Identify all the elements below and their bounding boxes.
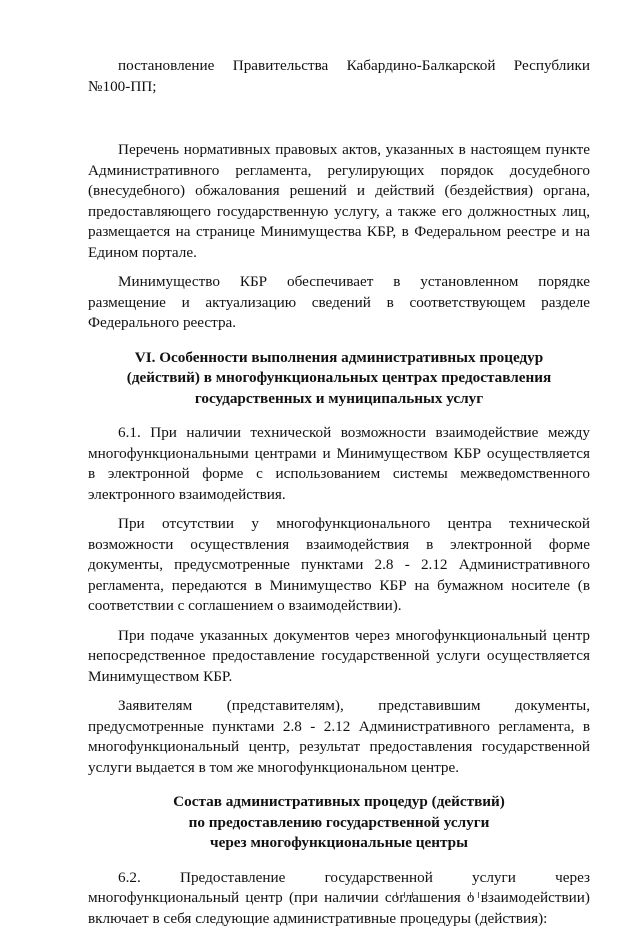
section-composition-heading xyxy=(88,792,590,854)
section-vi-heading-line-1: VI. Особенности выполнения административных процедур xyxy=(135,349,543,366)
paragraph-paper-transfer: При отсутствии у многофункционального центра технической возможности осуществления взаимодействия в электронной форме документы, предусмотренные пунктами 2.8 - 2.12 Административного регламента, передаются в Минимущество КБР на бумажном носителе (в соответствии с соглашением о взаимодействии). xyxy=(88,514,590,617)
paragraph-6-2: 6.2. Предоставление государственной услуги через многофункциональный центр (при наличии соглашения о взаимодействии) включает в себя следующие административные процедуры (действия): xyxy=(88,868,590,929)
paragraph-registry-update: Минимущество КБР обеспечивает в установленном порядке размещение и актуализацию сведений в соответствующем разделе Федерального реестра. xyxy=(88,272,590,334)
section-composition-heading-line-3: через многофункциональные центры xyxy=(210,834,468,851)
paragraph-6-1: 6.1. При наличии технической возможности взаимодействие между многофункциональными центрами и Минимуществом КБР осуществляется в электронной форме с использованием системы межведомственного электронного взаимодействия. xyxy=(88,423,590,505)
scan-mark xyxy=(470,892,471,898)
paragraph-decree-reference: постановление Правительства Кабардино-Балкарской Республики №100-ПП; xyxy=(88,56,590,97)
section-vi-heading xyxy=(88,348,590,410)
section-vi-heading-line-2: (действий) в многофункциональных центрах предоставления xyxy=(127,369,551,386)
scan-mark xyxy=(478,892,479,898)
scan-mark xyxy=(486,892,487,898)
paragraph-direct-provision: При подаче указанных документов через многофункциональный центр непосредственное предоставление государственной услуги осуществляется Минимуществом КБР. xyxy=(88,626,590,688)
scan-mark xyxy=(396,892,397,898)
scan-mark xyxy=(404,892,405,898)
paragraph-legal-acts-list: Перечень нормативных правовых актов, указанных в настоящем пункте Административного регламента, регулирующих порядок досудебного (внесудебного) обжалования решений и действий (бездействия) органа, предоставляющего государственную услугу, а также его должностных лиц, размещается на странице Минимущества КБР, в Федеральном реестре и на Едином портале. xyxy=(88,140,590,263)
scan-mark xyxy=(412,892,413,898)
section-vi-heading-line-3: государственных и муниципальных услуг xyxy=(195,390,483,407)
document-page xyxy=(88,56,590,929)
section-composition-heading-line-1: Состав административных процедур (действий) xyxy=(173,793,505,810)
paragraph-result-issuance: Заявителям (представителям), представившим документы, предусмотренные пунктами 2.8 - 2.12 Административного регламента, в многофункциональный центр, результат предоставления государственной услуги выдается в том же многофункциональном центре. xyxy=(88,696,590,778)
section-composition-heading-line-2: по предоставлению государственной услуги xyxy=(189,814,490,831)
